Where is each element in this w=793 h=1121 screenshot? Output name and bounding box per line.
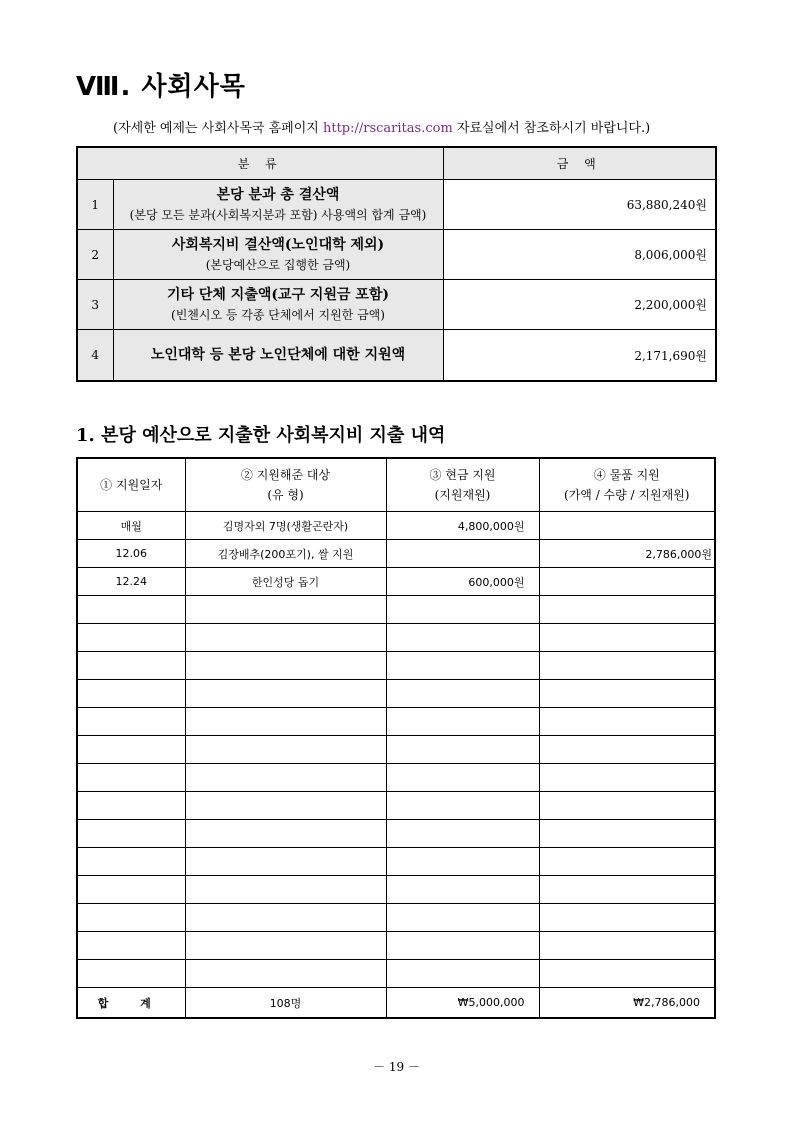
- subtitle-suffix: 자료실에서 참조하시기 바랍니다.): [452, 121, 651, 136]
- table-row: [77, 764, 715, 792]
- total-label-text: 합 계: [97, 996, 165, 1010]
- header-amount: 금 액: [443, 147, 716, 180]
- row-sub-label: (본당예산으로 집행한 금액): [205, 257, 351, 272]
- row-target: [185, 764, 386, 792]
- row-goods: [539, 848, 715, 876]
- row-target: [185, 792, 386, 820]
- row-date: [77, 708, 185, 736]
- summary-header-row: [77, 147, 716, 180]
- summary-row: [77, 280, 716, 330]
- row-target: [185, 624, 386, 652]
- row-goods: [539, 932, 715, 960]
- row-main-label: 기타 단체 지출액(교구 지원금 포함): [166, 286, 390, 303]
- table-row: [77, 932, 715, 960]
- row-cash: [386, 904, 539, 932]
- page-number: － 19 －: [373, 1060, 420, 1074]
- row-cash: [386, 736, 539, 764]
- row-cash: [386, 596, 539, 624]
- table-row: [77, 568, 715, 596]
- row-amount: 8,006,000원: [443, 230, 716, 280]
- row-main-label: 사회복지비 결산액(노인대학 제외): [171, 236, 385, 253]
- row-goods: [539, 708, 715, 736]
- row-goods: [539, 904, 715, 932]
- row-date: 매월: [77, 512, 185, 540]
- section-title: 1. 본당 예산으로 지출한 사회복지비 지출 내역: [76, 425, 446, 446]
- row-date: [77, 764, 185, 792]
- row-cash: [386, 652, 539, 680]
- row-date: [77, 736, 185, 764]
- row-target: [185, 736, 386, 764]
- row-target: [185, 960, 386, 988]
- row-date: [77, 652, 185, 680]
- row-sub-label: (본당 모든 분과(사회복지분과 포함) 사용액의 합계 금액): [129, 207, 427, 222]
- row-date: [77, 624, 185, 652]
- total-count: 108명: [185, 988, 386, 1019]
- row-goods: 2,786,000원: [539, 540, 715, 568]
- header-target-type: (유 형): [267, 488, 304, 502]
- row-goods: [539, 960, 715, 988]
- row-target: 김장배추(200포기), 쌀 지원: [185, 540, 386, 568]
- row-date: [77, 960, 185, 988]
- row-date: [77, 680, 185, 708]
- row-description: [113, 180, 443, 230]
- row-target: [185, 932, 386, 960]
- total-cash: ₩5,000,000: [386, 988, 539, 1019]
- header-category: 분 류: [77, 147, 443, 180]
- row-date: [77, 848, 185, 876]
- table-row: [77, 904, 715, 932]
- header-date: ① 지원일자: [77, 458, 185, 512]
- row-goods: [539, 624, 715, 652]
- row-cash: [386, 680, 539, 708]
- row-cash: 600,000원: [386, 568, 539, 596]
- row-target: [185, 680, 386, 708]
- table-row: [77, 736, 715, 764]
- row-cash: [386, 792, 539, 820]
- row-number: 3: [77, 280, 113, 330]
- row-target: [185, 848, 386, 876]
- header-cash: [386, 458, 539, 512]
- row-target: [185, 596, 386, 624]
- row-main-label: 본당 분과 총 결산액: [216, 186, 340, 203]
- row-cash: [386, 820, 539, 848]
- row-main-label: 노인대학 등 본당 노인단체에 대한 지원액: [150, 347, 406, 363]
- row-goods: [539, 876, 715, 904]
- row-date: [77, 876, 185, 904]
- total-label: [77, 988, 185, 1019]
- row-description: [113, 330, 443, 382]
- header-goods: [539, 458, 715, 512]
- subtitle-note: [113, 117, 650, 136]
- expense-detail-table: [76, 457, 716, 1019]
- table-row: [77, 848, 715, 876]
- row-date: 12.06: [77, 540, 185, 568]
- row-target: [185, 904, 386, 932]
- header-cash-source: (지원재원): [434, 488, 491, 502]
- row-goods: [539, 652, 715, 680]
- row-cash: [386, 624, 539, 652]
- row-goods: [539, 792, 715, 820]
- row-target: [185, 820, 386, 848]
- header-cash-label: ③ 현금 지원: [429, 468, 496, 482]
- row-sub-label: (빈첸시오 등 각종 단체에서 지원한 금액): [171, 307, 385, 322]
- row-cash: [386, 848, 539, 876]
- table-row: [77, 876, 715, 904]
- total-row: [77, 988, 715, 1019]
- row-target: 한인성당 돕기: [185, 568, 386, 596]
- row-cash: [386, 876, 539, 904]
- table-row: [77, 540, 715, 568]
- row-number: 1: [77, 180, 113, 230]
- header-target-label: ② 지원해준 대상: [240, 468, 331, 482]
- row-description: [113, 280, 443, 330]
- table-row: [77, 792, 715, 820]
- row-goods: [539, 680, 715, 708]
- table-row: [77, 680, 715, 708]
- table-row: [77, 596, 715, 624]
- summary-table: [76, 146, 717, 382]
- summary-row: [77, 180, 716, 230]
- header-goods-detail: (가액 / 수량 / 지원재원): [564, 488, 690, 502]
- summary-row: [77, 330, 716, 382]
- row-date: [77, 904, 185, 932]
- row-target: [185, 652, 386, 680]
- row-goods: [539, 736, 715, 764]
- row-amount: 63,880,240원: [443, 180, 716, 230]
- row-goods: [539, 568, 715, 596]
- row-cash: [386, 540, 539, 568]
- table-row: [77, 512, 715, 540]
- row-cash: 4,800,000원: [386, 512, 539, 540]
- table-row: [77, 820, 715, 848]
- row-number: 4: [77, 330, 113, 382]
- summary-row: [77, 230, 716, 280]
- row-target: [185, 876, 386, 904]
- row-amount: 2,171,690원: [443, 330, 716, 382]
- row-cash: [386, 960, 539, 988]
- subtitle-prefix: (자세한 예제는 사회사목국 홈페이지: [113, 121, 323, 136]
- row-target: 김명자외 7명(생활곤란자): [185, 512, 386, 540]
- row-goods: [539, 820, 715, 848]
- table-row: [77, 708, 715, 736]
- row-goods: [539, 764, 715, 792]
- row-goods: [539, 512, 715, 540]
- table-row: [77, 960, 715, 988]
- row-date: [77, 932, 185, 960]
- detail-body: [77, 512, 715, 988]
- row-goods: [539, 596, 715, 624]
- row-date: [77, 820, 185, 848]
- row-cash: [386, 708, 539, 736]
- row-target: [185, 708, 386, 736]
- row-description: [113, 230, 443, 280]
- homepage-link[interactable]: http://rscaritas.com: [322, 121, 453, 136]
- table-row: [77, 652, 715, 680]
- header-target: [185, 458, 386, 512]
- header-goods-label: ④ 물품 지원: [593, 468, 660, 482]
- row-amount: 2,200,000원: [443, 280, 716, 330]
- total-goods: ₩2,786,000: [539, 988, 715, 1019]
- row-cash: [386, 764, 539, 792]
- page-title: Ⅷ. 사회사목: [76, 72, 246, 102]
- row-date: [77, 596, 185, 624]
- row-cash: [386, 932, 539, 960]
- row-date: 12.24: [77, 568, 185, 596]
- row-date: [77, 792, 185, 820]
- row-number: 2: [77, 230, 113, 280]
- detail-header-row: [77, 458, 715, 512]
- table-row: [77, 624, 715, 652]
